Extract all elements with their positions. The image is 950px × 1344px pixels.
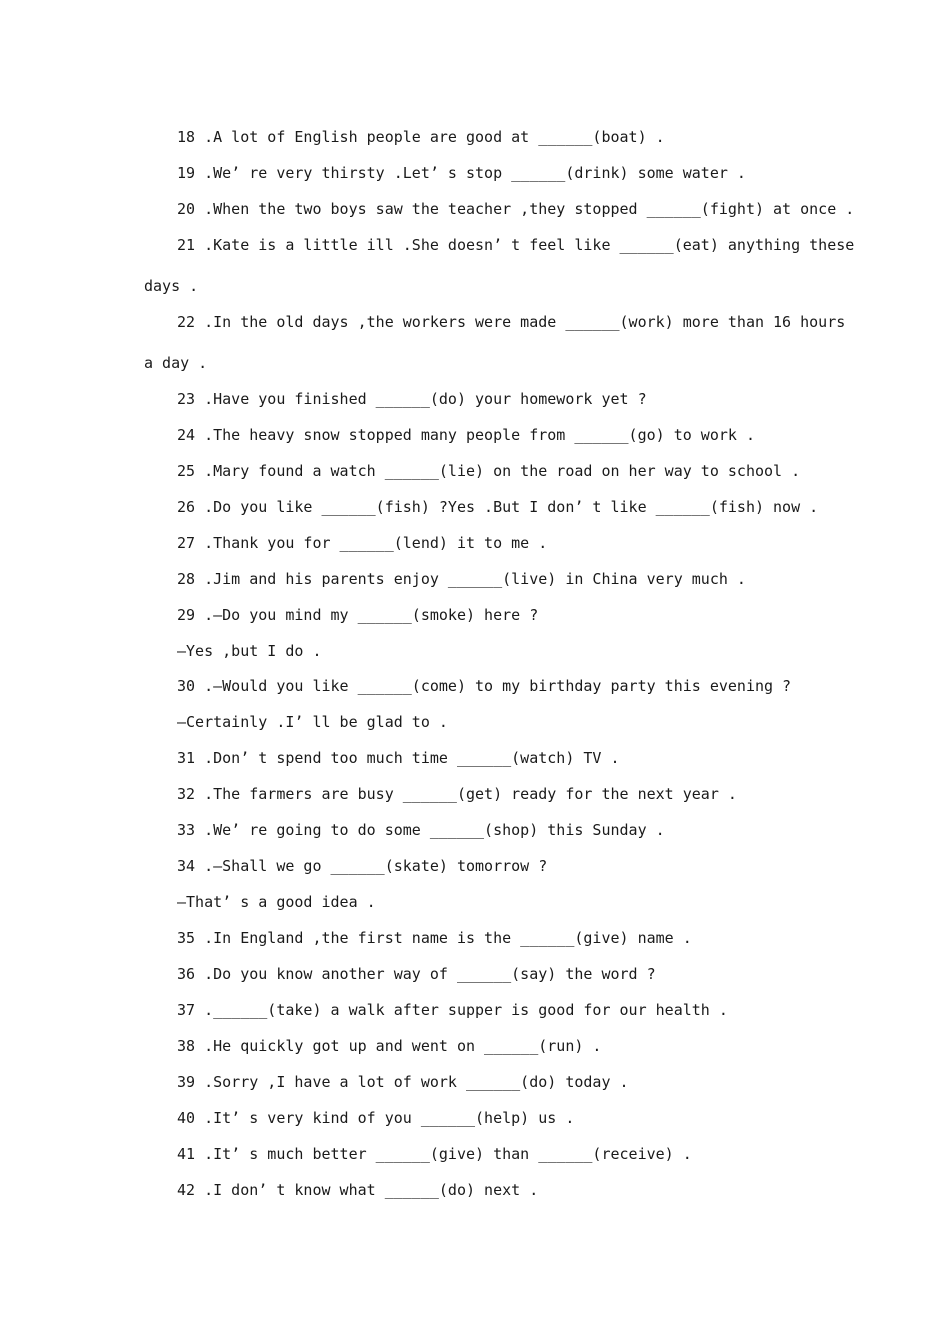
question-38: 38 .He quickly got up and went on ______(run) . [177, 1037, 602, 1055]
question-28: 28 .Jim and his parents enjoy ______(live) in China very much . [177, 570, 746, 588]
question-32: 32 .The farmers are busy ______(get) ready for the next year . [177, 785, 737, 803]
question-29-reply: —Yes ,but I do . [177, 642, 322, 660]
question-35: 35 .In England ,the first name is the ______(give) name . [177, 929, 692, 947]
question-37: 37 .______(take) a walk after supper is good for our health . [177, 1001, 728, 1019]
question-21-continuation: days . [144, 277, 199, 295]
question-30-reply: —Certainly .I’ ll be glad to . [177, 713, 448, 731]
question-24: 24 .The heavy snow stopped many people from ______(go) to work . [177, 426, 755, 444]
question-22: 22 .In the old days ,the workers were made ______(work) more than 16 hours [177, 313, 846, 331]
question-26: 26 .Do you like ______(fish) ?Yes .But I don’ t like ______(fish) now . [177, 498, 819, 516]
question-34-reply: —That’ s a good idea . [177, 893, 376, 911]
question-27: 27 .Thank you for ______(lend) it to me . [177, 534, 548, 552]
question-29: 29 .—Do you mind my ______(smoke) here ? [177, 606, 539, 624]
question-33: 33 .We’ re going to do some ______(shop) this Sunday . [177, 821, 665, 839]
question-21: 21 .Kate is a little ill .She doesn’ t feel like ______(eat) anything these [177, 236, 855, 254]
question-20: 20 .When the two boys saw the teacher ,they stopped ______(fight) at once . [177, 200, 855, 218]
question-40: 40 .It’ s very kind of you ______(help) us . [177, 1109, 575, 1127]
question-41: 41 .It’ s much better ______(give) than ______(receive) . [177, 1145, 692, 1163]
question-22-continuation: a day . [144, 354, 208, 372]
question-36: 36 .Do you know another way of ______(say) the word ? [177, 965, 656, 983]
question-42: 42 .I don’ t know what ______(do) next . [177, 1181, 539, 1199]
question-18: 18 .A lot of English people are good at ______(boat) . [177, 128, 665, 146]
question-39: 39 .Sorry ,I have a lot of work ______(do) today . [177, 1073, 629, 1091]
question-31: 31 .Don’ t spend too much time ______(watch) TV . [177, 749, 620, 767]
question-19: 19 .We’ re very thirsty .Let’ s stop ______(drink) some water . [177, 164, 746, 182]
question-23: 23 .Have you finished ______(do) your homework yet ? [177, 390, 647, 408]
question-34: 34 .—Shall we go ______(skate) tomorrow ? [177, 857, 548, 875]
question-25: 25 .Mary found a watch ______(lie) on the road on her way to school . [177, 462, 801, 480]
question-30: 30 .—Would you like ______(come) to my birthday party this evening ? [177, 677, 792, 695]
